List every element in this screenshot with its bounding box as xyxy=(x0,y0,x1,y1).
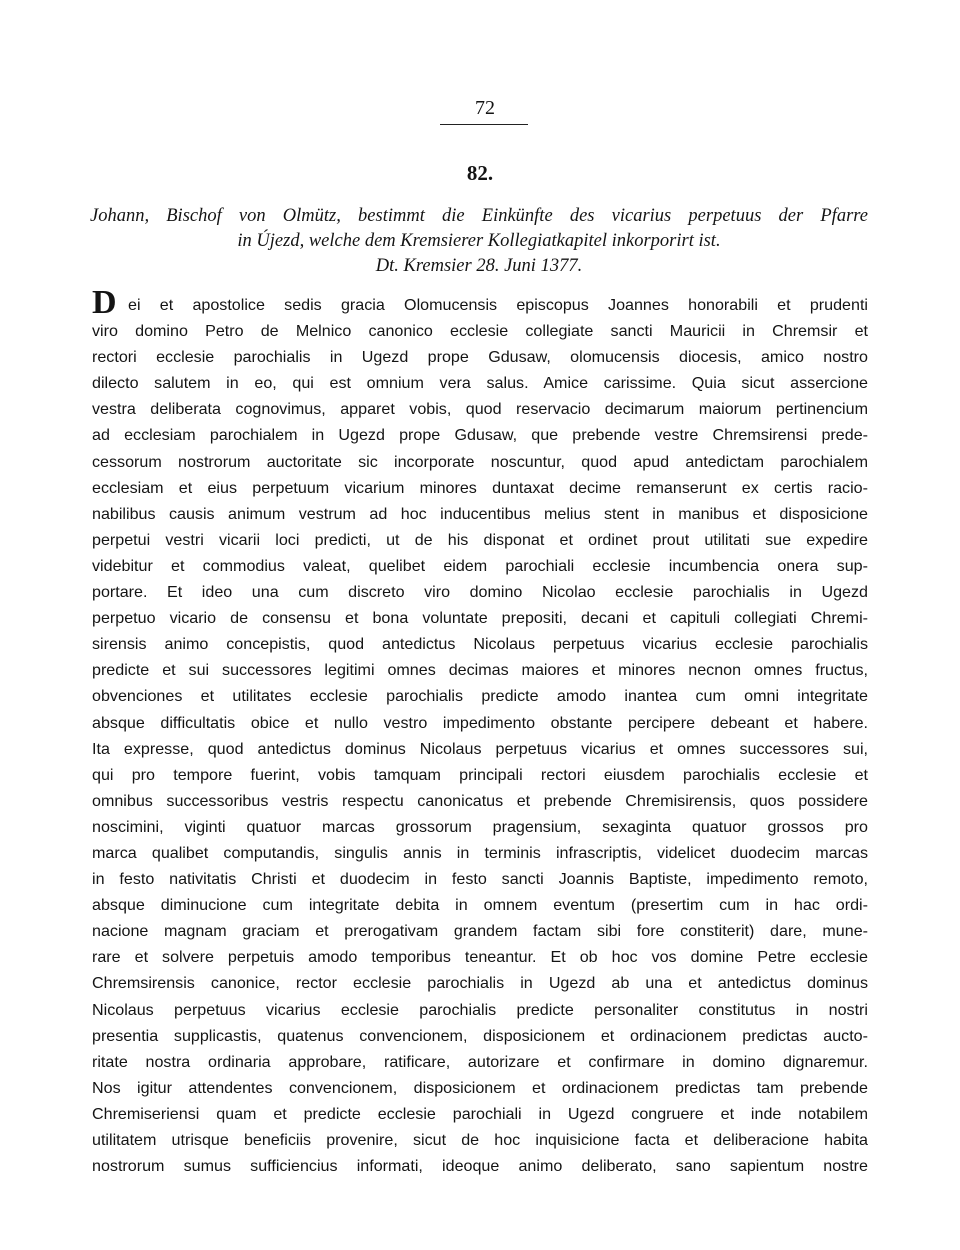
body-line: viro domino Petro de Melnico canonico ecclesie collegiate sancti Mauricii in Chremsir et xyxy=(92,322,868,341)
body-line: qui pro tempore fuerint, vobis tamquam principali rectori eiusdem parochialis ecclesie et xyxy=(92,765,868,784)
body-line: presentia supplicastis, quatenus convencionem, disposicionem et ordinacionem predictas aucto- xyxy=(92,1026,868,1045)
body-line: in festo nativitatis Christi et duodecim in festo sancti Joannis Baptiste, impedimento remoto, xyxy=(92,870,868,889)
body-line: videbitur et commodius valeat, quelibet eidem parochiali ecclesie incumbencia onera sup- xyxy=(92,556,868,575)
page-number-rule xyxy=(440,124,528,125)
body-line: perpetui vestri vicarii loci predicti, ut de his disponat et ordinet prout utilitati sue expedire xyxy=(92,530,868,549)
body-line: predicte et sui successores legitimi omnes decimas maiores et minores necnon omnes fructus, xyxy=(92,661,868,680)
body-line: ecclesiam et eius perpetuum vicarium minores duntaxat decime remanserunt ex certis racio- xyxy=(92,478,868,497)
body-line: Chremsirensis canonice, rector ecclesie parochialis in Ugezd ab una et antedictus dominus xyxy=(92,974,868,993)
body-line: omnibus successoribus vestris respectu canonicatus et prebende Chremisirensis, quos possidere xyxy=(92,791,868,810)
headnote-date: Dt. Kremsier 28. Juni 1377. xyxy=(375,256,583,276)
document-number: 82. xyxy=(466,161,494,185)
headnote xyxy=(90,204,868,279)
body-line: absque difficultatis obice et nullo vestro impedimento obstante percipere debeant et habere. xyxy=(92,713,868,732)
page-number: 72 xyxy=(475,97,495,119)
body-line: obvenciones et utilitates ecclesie parochialis predicte amodo inantea cum omni integritate xyxy=(92,687,868,706)
body-line: noscimini, viginti quatuor marcas grossorum pragensium, sexaginta quatuor grossos pro xyxy=(92,817,868,836)
body-text xyxy=(92,292,868,1179)
body-line: portare. Et ideo una cum discreto viro domino Nicolao ecclesie parochialis in Ugezd xyxy=(92,583,868,602)
body-line: rectori ecclesie parochialis in Ugezd prope Gdusaw, olomucensis diocesis, amico nostro xyxy=(92,348,868,367)
body-line: ritate nostra ordinaria approbare, ratificare, autorizare et confirmare in domino dignaremur. xyxy=(92,1052,868,1071)
body-line: vestra deliberata cognovimus, apparet vobis, quod reservacio decimarum maiorum pertinencium xyxy=(92,400,868,419)
initial-letter: D xyxy=(92,284,117,321)
body-line: rare et solvere perpetuis amodo temporibus teneantur. Et ob hoc vos domine Petre ecclesie xyxy=(92,948,868,967)
body-line: Ita expresse, quod antedictus dominus Nicolaus perpetuus vicarius et omnes successores sui, xyxy=(92,739,868,758)
body-line: dilecto salutem in eo, qui est omnium vera salus. Amice carissime. Quia sicut assercione xyxy=(92,374,868,393)
body-line: cessorum nostrorum auctoritate sic incorporate noscuntur, quod apud antedictam parochialem xyxy=(92,452,868,471)
body-line: Chremiseriensi quam et predicte ecclesie parochiali in Ugezd congruere et inde notabilem xyxy=(92,1104,868,1123)
body-line: ei et apostolice sedis gracia Olomucensis episcopus Joannes honorabili et prudenti xyxy=(128,296,868,314)
body-line: nacione magnam graciam et prerogativam grandem factam sibi fore constiterit) dare, mune- xyxy=(92,922,868,941)
headnote-line: Johann, Bischof von Olmütz, bestimmt die Einkünfte des vicarius perpetuus der Pfarre xyxy=(90,206,868,226)
body-line: nostrorum sumus sufficiencius informati, ideoque animo deliberato, sano sapientum nostre xyxy=(92,1157,868,1176)
body-line: ad ecclesiam parochialem in Ugezd prope Gdusaw, que prebende vestre Chremsirensi prede- xyxy=(92,426,868,445)
body-line: Nicolaus perpetuus vicarius ecclesie parochialis predicte personaliter constitutus in nostri xyxy=(92,1000,868,1019)
body-line: sirensis animo concepistis, quod antedictus Nicolaus perpetuus vicarius ecclesie parochialis xyxy=(92,635,868,654)
body-line: nabilibus causis animum vestrum ad hoc inducentibus melius stent in manibus et disposicione xyxy=(92,504,868,523)
body-line: perpetuo vicario de consensu et bona voluntate prepositi, decani et capituli collegiati Chremi- xyxy=(92,609,868,628)
body-line: marca qualibet computandis, singulis annis in terminis infrascriptis, videlicet duodecim marcas xyxy=(92,843,868,862)
body-line: absque diminucione cum integritate debita in omnem eventum (presertim cum in hac ordi- xyxy=(92,896,868,915)
headnote-line: in Újezd, welche dem Kremsierer Kollegiatkapitel inkorporirt ist. xyxy=(237,231,721,251)
body-line: utilitatem utrisque beneficiis provenire, sicut de hoc inquisicione facta et deliberacione habita xyxy=(92,1131,868,1149)
body-line: Nos igitur attendentes convencionem, disposicionem et ordinacionem predictas tam prebende xyxy=(92,1078,868,1097)
